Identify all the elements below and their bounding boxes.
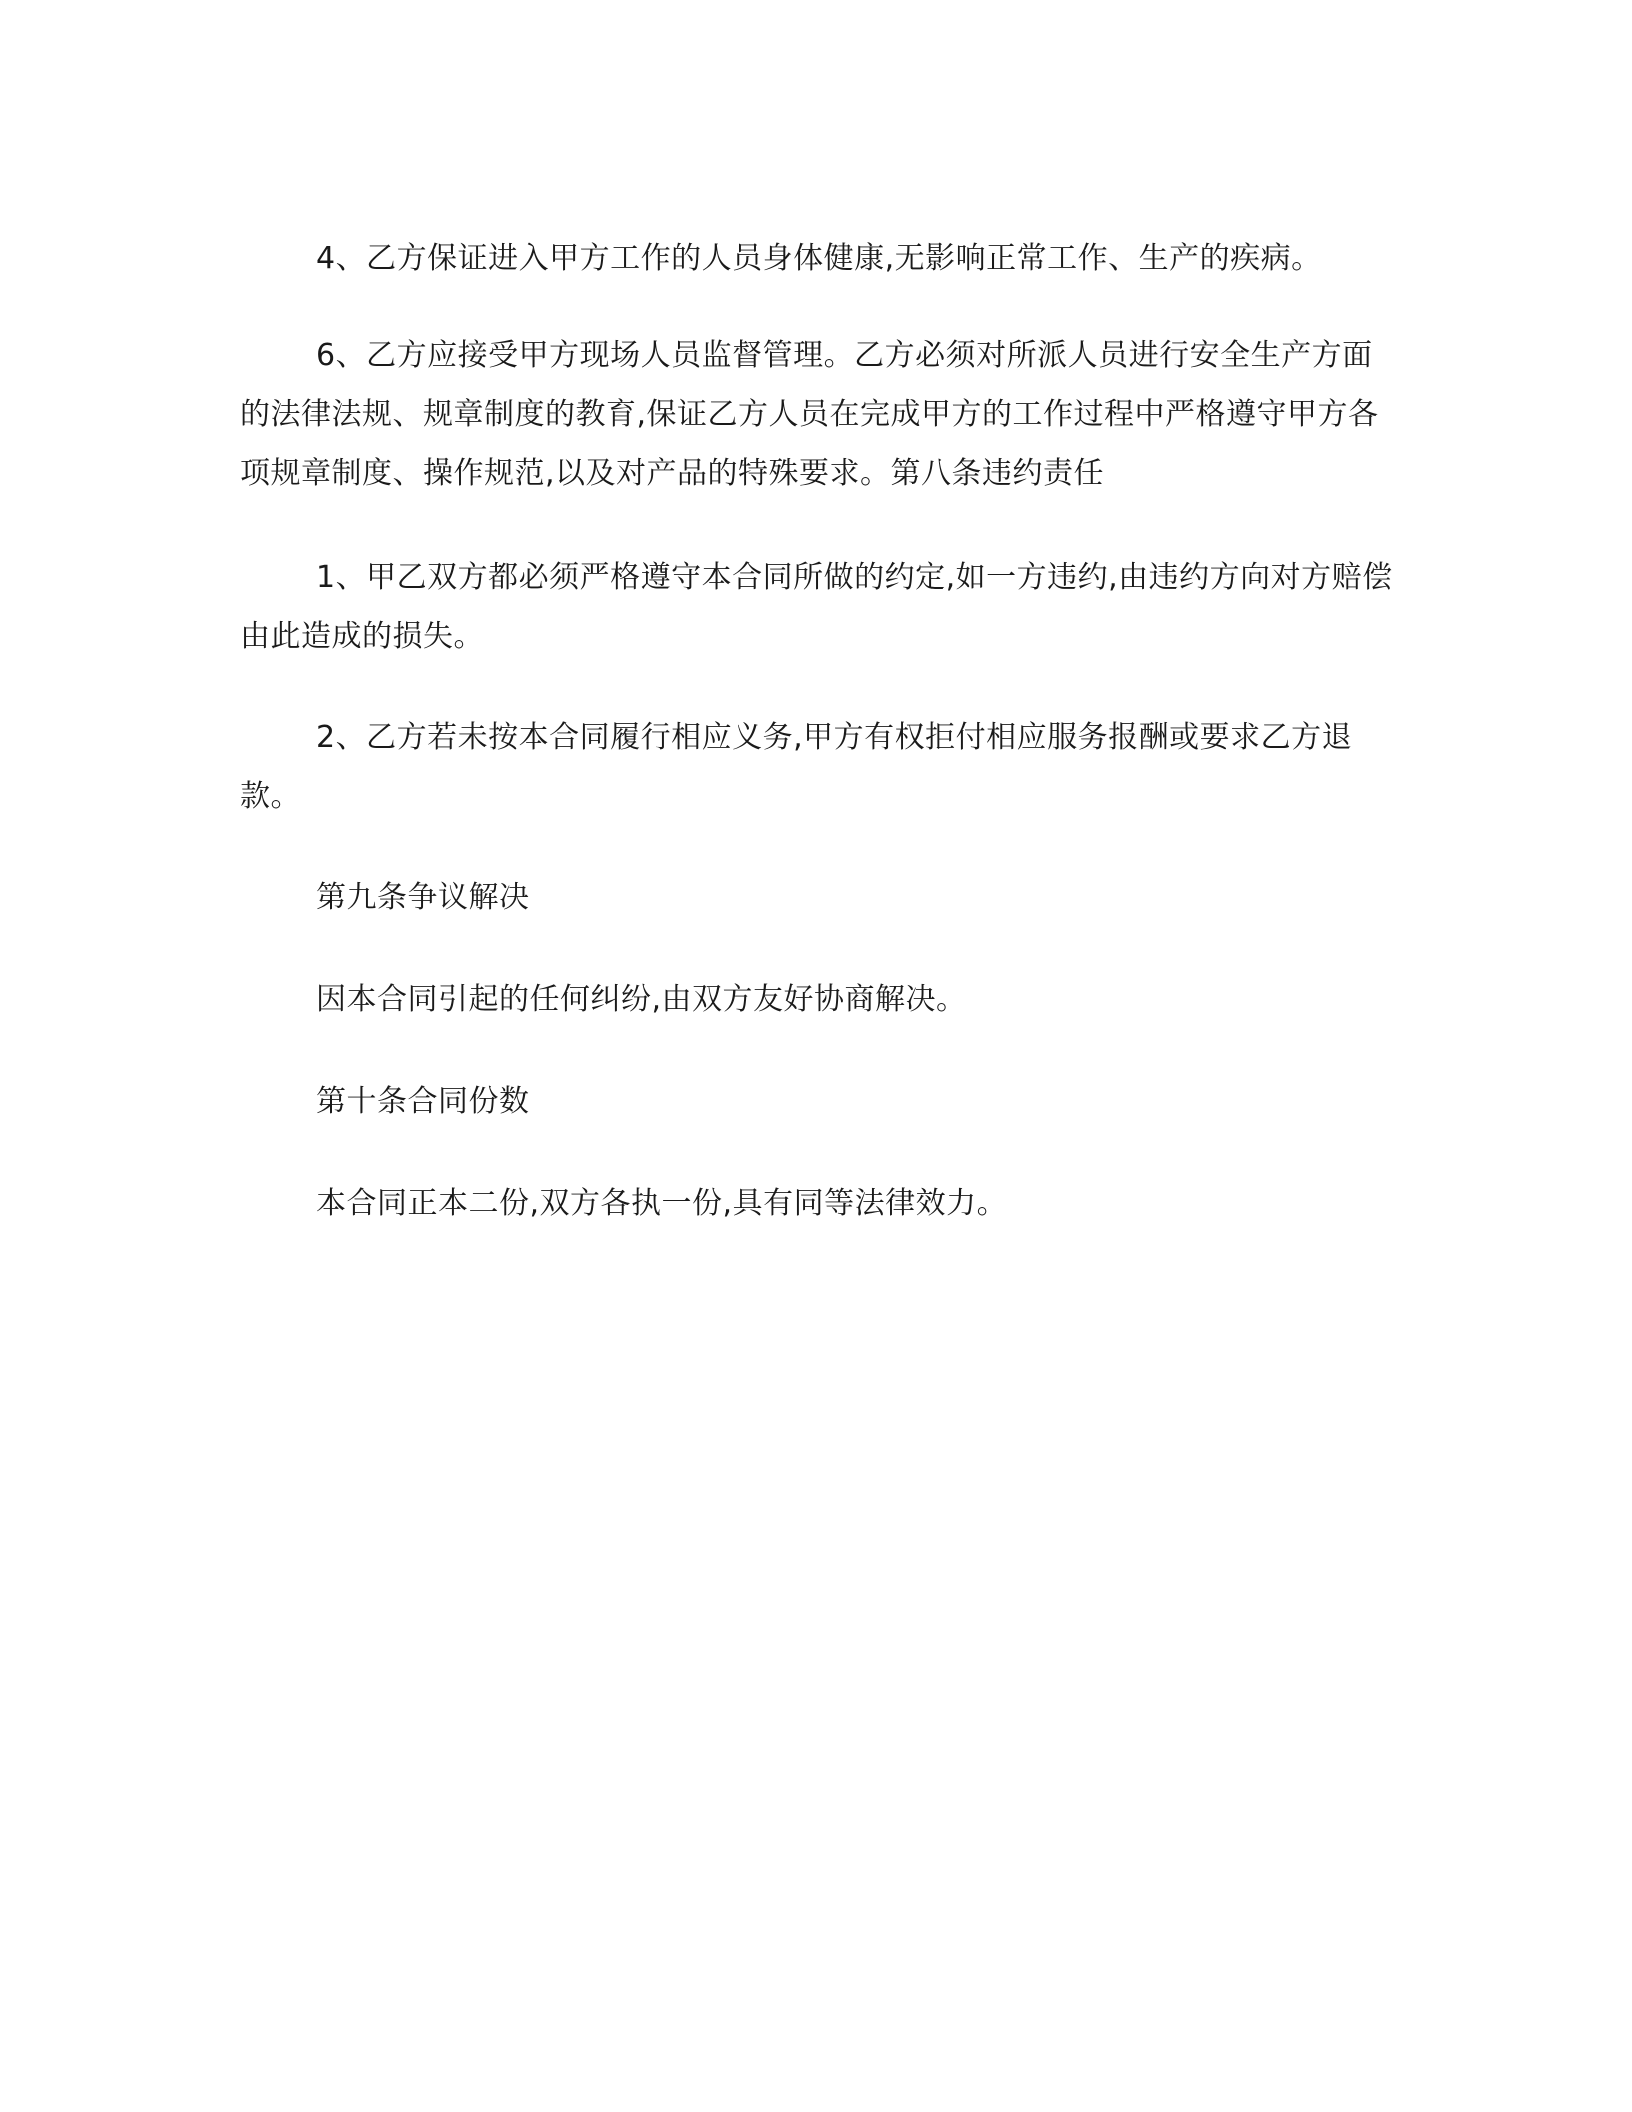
- article-10-body: 本合同正本二份,双方各执一份,具有同等法律效力。: [316, 1186, 1008, 1221]
- clause-1-breach: 1、甲乙双方都必须严格遵守本合同所做的约定,如一方违约,由违约方向对方赔偿由此造成的损失。: [240, 560, 1393, 654]
- clause-6-supervision: 6、乙方应接受甲方现场人员监督管理。乙方必须对所派人员进行安全生产方面的法律法规、规章制度的教育,保证乙方人员在完成甲方的工作过程中严格遵守甲方各项规章制度、操作规范,以及对产品的特殊要求。第八条违约责任: [240, 338, 1379, 491]
- article-9-heading: 第九条争议解决: [316, 880, 530, 915]
- clause-2-refund: 2、乙方若未按本合同履行相应义务,甲方有权拒付相应服务报酬或要求乙方退款。: [240, 720, 1353, 814]
- article-10-heading: 第十条合同份数: [316, 1084, 530, 1119]
- article-9-body: 因本合同引起的任何纠纷,由双方友好协商解决。: [316, 982, 967, 1017]
- clause-4-health: 4、乙方保证进入甲方工作的人员身体健康,无影响正常工作、生产的疾病。: [316, 241, 1322, 276]
